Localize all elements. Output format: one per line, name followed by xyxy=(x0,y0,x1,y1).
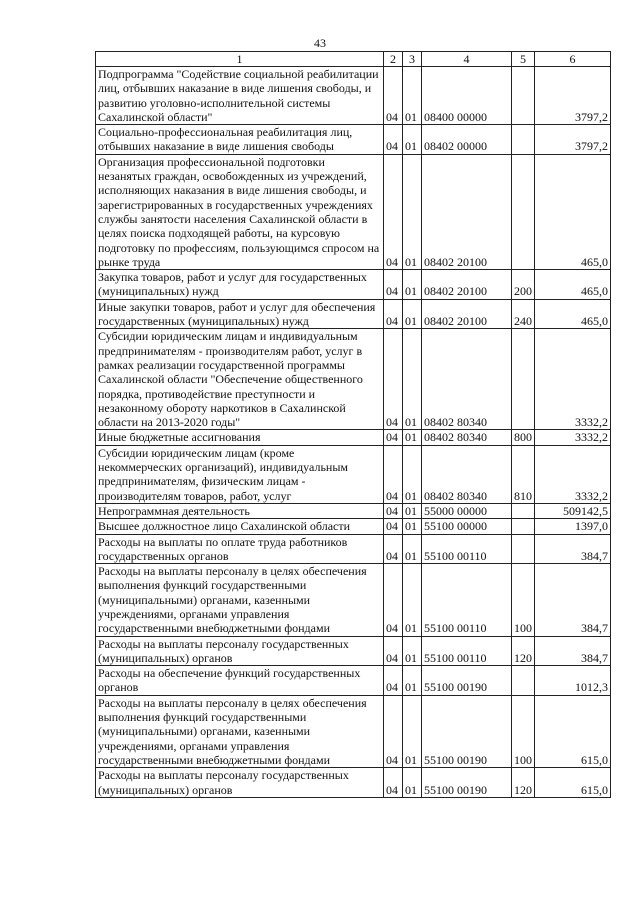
row-expense-type xyxy=(512,519,535,534)
row-expense-type: 100 xyxy=(512,695,535,767)
row-target-code: 08402 00000 xyxy=(422,125,512,155)
row-expense-type xyxy=(512,534,535,564)
row-name: Субсидии юридическим лицам и индивидуальным предпринимателям - производителям работ, услуг в рамках реализации государственной программы Сахалинской области "Обеспечение общественного порядка, противодействие преступности и незаконному обороту наркотиков в Сахалинской области на 2013-2020 годы" xyxy=(96,329,384,430)
row-amount: 384,7 xyxy=(535,636,611,666)
row-expense-type: 100 xyxy=(512,564,535,636)
row-name: Расходы на выплаты персоналу государственных (муниципальных) органов xyxy=(96,768,384,798)
row-expense-type: 800 xyxy=(512,430,535,445)
row-target-code: 55100 00000 xyxy=(422,519,512,534)
page-number: 43 xyxy=(314,36,326,50)
row-section: 04 xyxy=(384,519,403,534)
row-target-code: 55100 00110 xyxy=(422,534,512,564)
table-row xyxy=(96,768,611,798)
row-amount: 3797,2 xyxy=(535,125,611,155)
row-target-code: 08402 20100 xyxy=(422,270,512,300)
row-name: Социально-профессиональная реабилитация лиц, отбывших наказание в виде лишения свободы xyxy=(96,125,384,155)
row-name: Расходы на выплаты персоналу в целях обеспечения выполнения функций государственными (муниципальными) органами, казенными учреждениями, органами управления государственными внебюджетными фондами xyxy=(96,695,384,767)
row-amount: 3332,2 xyxy=(535,430,611,445)
row-amount: 615,0 xyxy=(535,695,611,767)
row-name: Закупка товаров, работ и услуг для государственных (муниципальных) нужд xyxy=(96,270,384,300)
row-subsection: 01 xyxy=(403,125,422,155)
row-target-code: 55000 00000 xyxy=(422,503,512,518)
row-name: Высшее должностное лицо Сахалинской области xyxy=(96,519,384,534)
row-expense-type xyxy=(512,154,535,269)
row-target-code: 08402 20100 xyxy=(422,154,512,269)
row-amount: 465,0 xyxy=(535,154,611,269)
row-amount: 465,0 xyxy=(535,270,611,300)
row-section: 04 xyxy=(384,503,403,518)
table-row xyxy=(96,270,611,300)
header-col-4: 4 xyxy=(422,52,512,67)
row-subsection: 01 xyxy=(403,519,422,534)
row-section: 04 xyxy=(384,564,403,636)
table-row xyxy=(96,534,611,564)
row-expense-type xyxy=(512,67,535,125)
header-col-6: 6 xyxy=(535,52,611,67)
row-name: Расходы на выплаты персоналу в целях обеспечения выполнения функций государственными (муниципальными) органами, казенными учреждениями, органами управления государственными внебюджетными фондами xyxy=(96,564,384,636)
table-row xyxy=(96,503,611,518)
row-amount: 3797,2 xyxy=(535,67,611,125)
row-expense-type xyxy=(512,666,535,696)
row-expense-type: 120 xyxy=(512,768,535,798)
row-target-code: 08400 00000 xyxy=(422,67,512,125)
row-target-code: 08402 80340 xyxy=(422,430,512,445)
table-row xyxy=(96,666,611,696)
row-target-code: 08402 80340 xyxy=(422,329,512,430)
row-amount: 615,0 xyxy=(535,768,611,798)
header-row xyxy=(96,52,611,67)
row-expense-type xyxy=(512,503,535,518)
row-section: 04 xyxy=(384,445,403,503)
header-col-3: 3 xyxy=(403,52,422,67)
row-section: 04 xyxy=(384,125,403,155)
row-section: 04 xyxy=(384,67,403,125)
row-target-code: 55100 00190 xyxy=(422,768,512,798)
row-section: 04 xyxy=(384,430,403,445)
table-row xyxy=(96,564,611,636)
row-subsection: 01 xyxy=(403,636,422,666)
table-row xyxy=(96,636,611,666)
table-row xyxy=(96,430,611,445)
row-subsection: 01 xyxy=(403,503,422,518)
row-name: Иные бюджетные ассигнования xyxy=(96,430,384,445)
row-name: Непрограммная деятельность xyxy=(96,503,384,518)
row-section: 04 xyxy=(384,695,403,767)
row-expense-type: 200 xyxy=(512,270,535,300)
row-target-code: 55100 00190 xyxy=(422,695,512,767)
row-expense-type: 810 xyxy=(512,445,535,503)
table-row xyxy=(96,299,611,329)
table-row xyxy=(96,125,611,155)
header-col-2: 2 xyxy=(384,52,403,67)
row-amount: 384,7 xyxy=(535,564,611,636)
row-amount: 509142,5 xyxy=(535,503,611,518)
header-col-5: 5 xyxy=(512,52,535,67)
row-target-code: 08402 80340 xyxy=(422,445,512,503)
row-amount: 1397,0 xyxy=(535,519,611,534)
row-subsection: 01 xyxy=(403,534,422,564)
row-subsection: 01 xyxy=(403,666,422,696)
row-section: 04 xyxy=(384,270,403,300)
table-row xyxy=(96,519,611,534)
row-subsection: 01 xyxy=(403,695,422,767)
header-col-1: 1 xyxy=(96,52,384,67)
row-subsection: 01 xyxy=(403,329,422,430)
row-section: 04 xyxy=(384,154,403,269)
row-section: 04 xyxy=(384,534,403,564)
row-target-code: 55100 00190 xyxy=(422,666,512,696)
row-expense-type xyxy=(512,329,535,430)
row-amount: 465,0 xyxy=(535,299,611,329)
budget-table xyxy=(95,51,611,798)
row-name: Расходы на обеспечение функций государственных органов xyxy=(96,666,384,696)
row-amount: 384,7 xyxy=(535,534,611,564)
row-target-code: 55100 00110 xyxy=(422,564,512,636)
row-target-code: 55100 00110 xyxy=(422,636,512,666)
row-expense-type xyxy=(512,125,535,155)
table-row xyxy=(96,695,611,767)
row-name: Расходы на выплаты персоналу государственных (муниципальных) органов xyxy=(96,636,384,666)
row-amount: 3332,2 xyxy=(535,329,611,430)
row-target-code: 08402 20100 xyxy=(422,299,512,329)
row-subsection: 01 xyxy=(403,445,422,503)
row-name: Организация профессиональной подготовки незанятых граждан, освобожденных из учреждений, исполняющих наказания в виде лишения свободы, и зарегистрированных в государственных учреждениях службы занятости населения Сахалинской области в целях поиска подходящей работы, на курсовую подготовку по профессиям, пользующимся спросом на рынке труда xyxy=(96,154,384,269)
row-subsection: 01 xyxy=(403,270,422,300)
row-section: 04 xyxy=(384,666,403,696)
row-subsection: 01 xyxy=(403,299,422,329)
row-section: 04 xyxy=(384,329,403,430)
row-expense-type: 240 xyxy=(512,299,535,329)
row-section: 04 xyxy=(384,768,403,798)
row-subsection: 01 xyxy=(403,67,422,125)
table-row xyxy=(96,445,611,503)
table-row xyxy=(96,67,611,125)
row-name: Иные закупки товаров, работ и услуг для обеспечения государственных (муниципальных) нужд xyxy=(96,299,384,329)
row-name: Подпрограмма "Содействие социальной реабилитации лиц, отбывших наказание в виде лишения свободы, и развитию уголовно-исполнительной системы Сахалинской области" xyxy=(96,67,384,125)
row-amount: 1012,3 xyxy=(535,666,611,696)
row-expense-type: 120 xyxy=(512,636,535,666)
table-row xyxy=(96,329,611,430)
table-row xyxy=(96,154,611,269)
row-subsection: 01 xyxy=(403,768,422,798)
row-amount: 3332,2 xyxy=(535,445,611,503)
row-section: 04 xyxy=(384,636,403,666)
row-subsection: 01 xyxy=(403,564,422,636)
row-subsection: 01 xyxy=(403,430,422,445)
row-section: 04 xyxy=(384,299,403,329)
row-subsection: 01 xyxy=(403,154,422,269)
row-name: Субсидии юридическим лицам (кроме некоммерческих организаций), индивидуальным предпринимателям, физическим лицам - производителям товаров, работ, услуг xyxy=(96,445,384,503)
row-name: Расходы на выплаты по оплате труда работников государственных органов xyxy=(96,534,384,564)
